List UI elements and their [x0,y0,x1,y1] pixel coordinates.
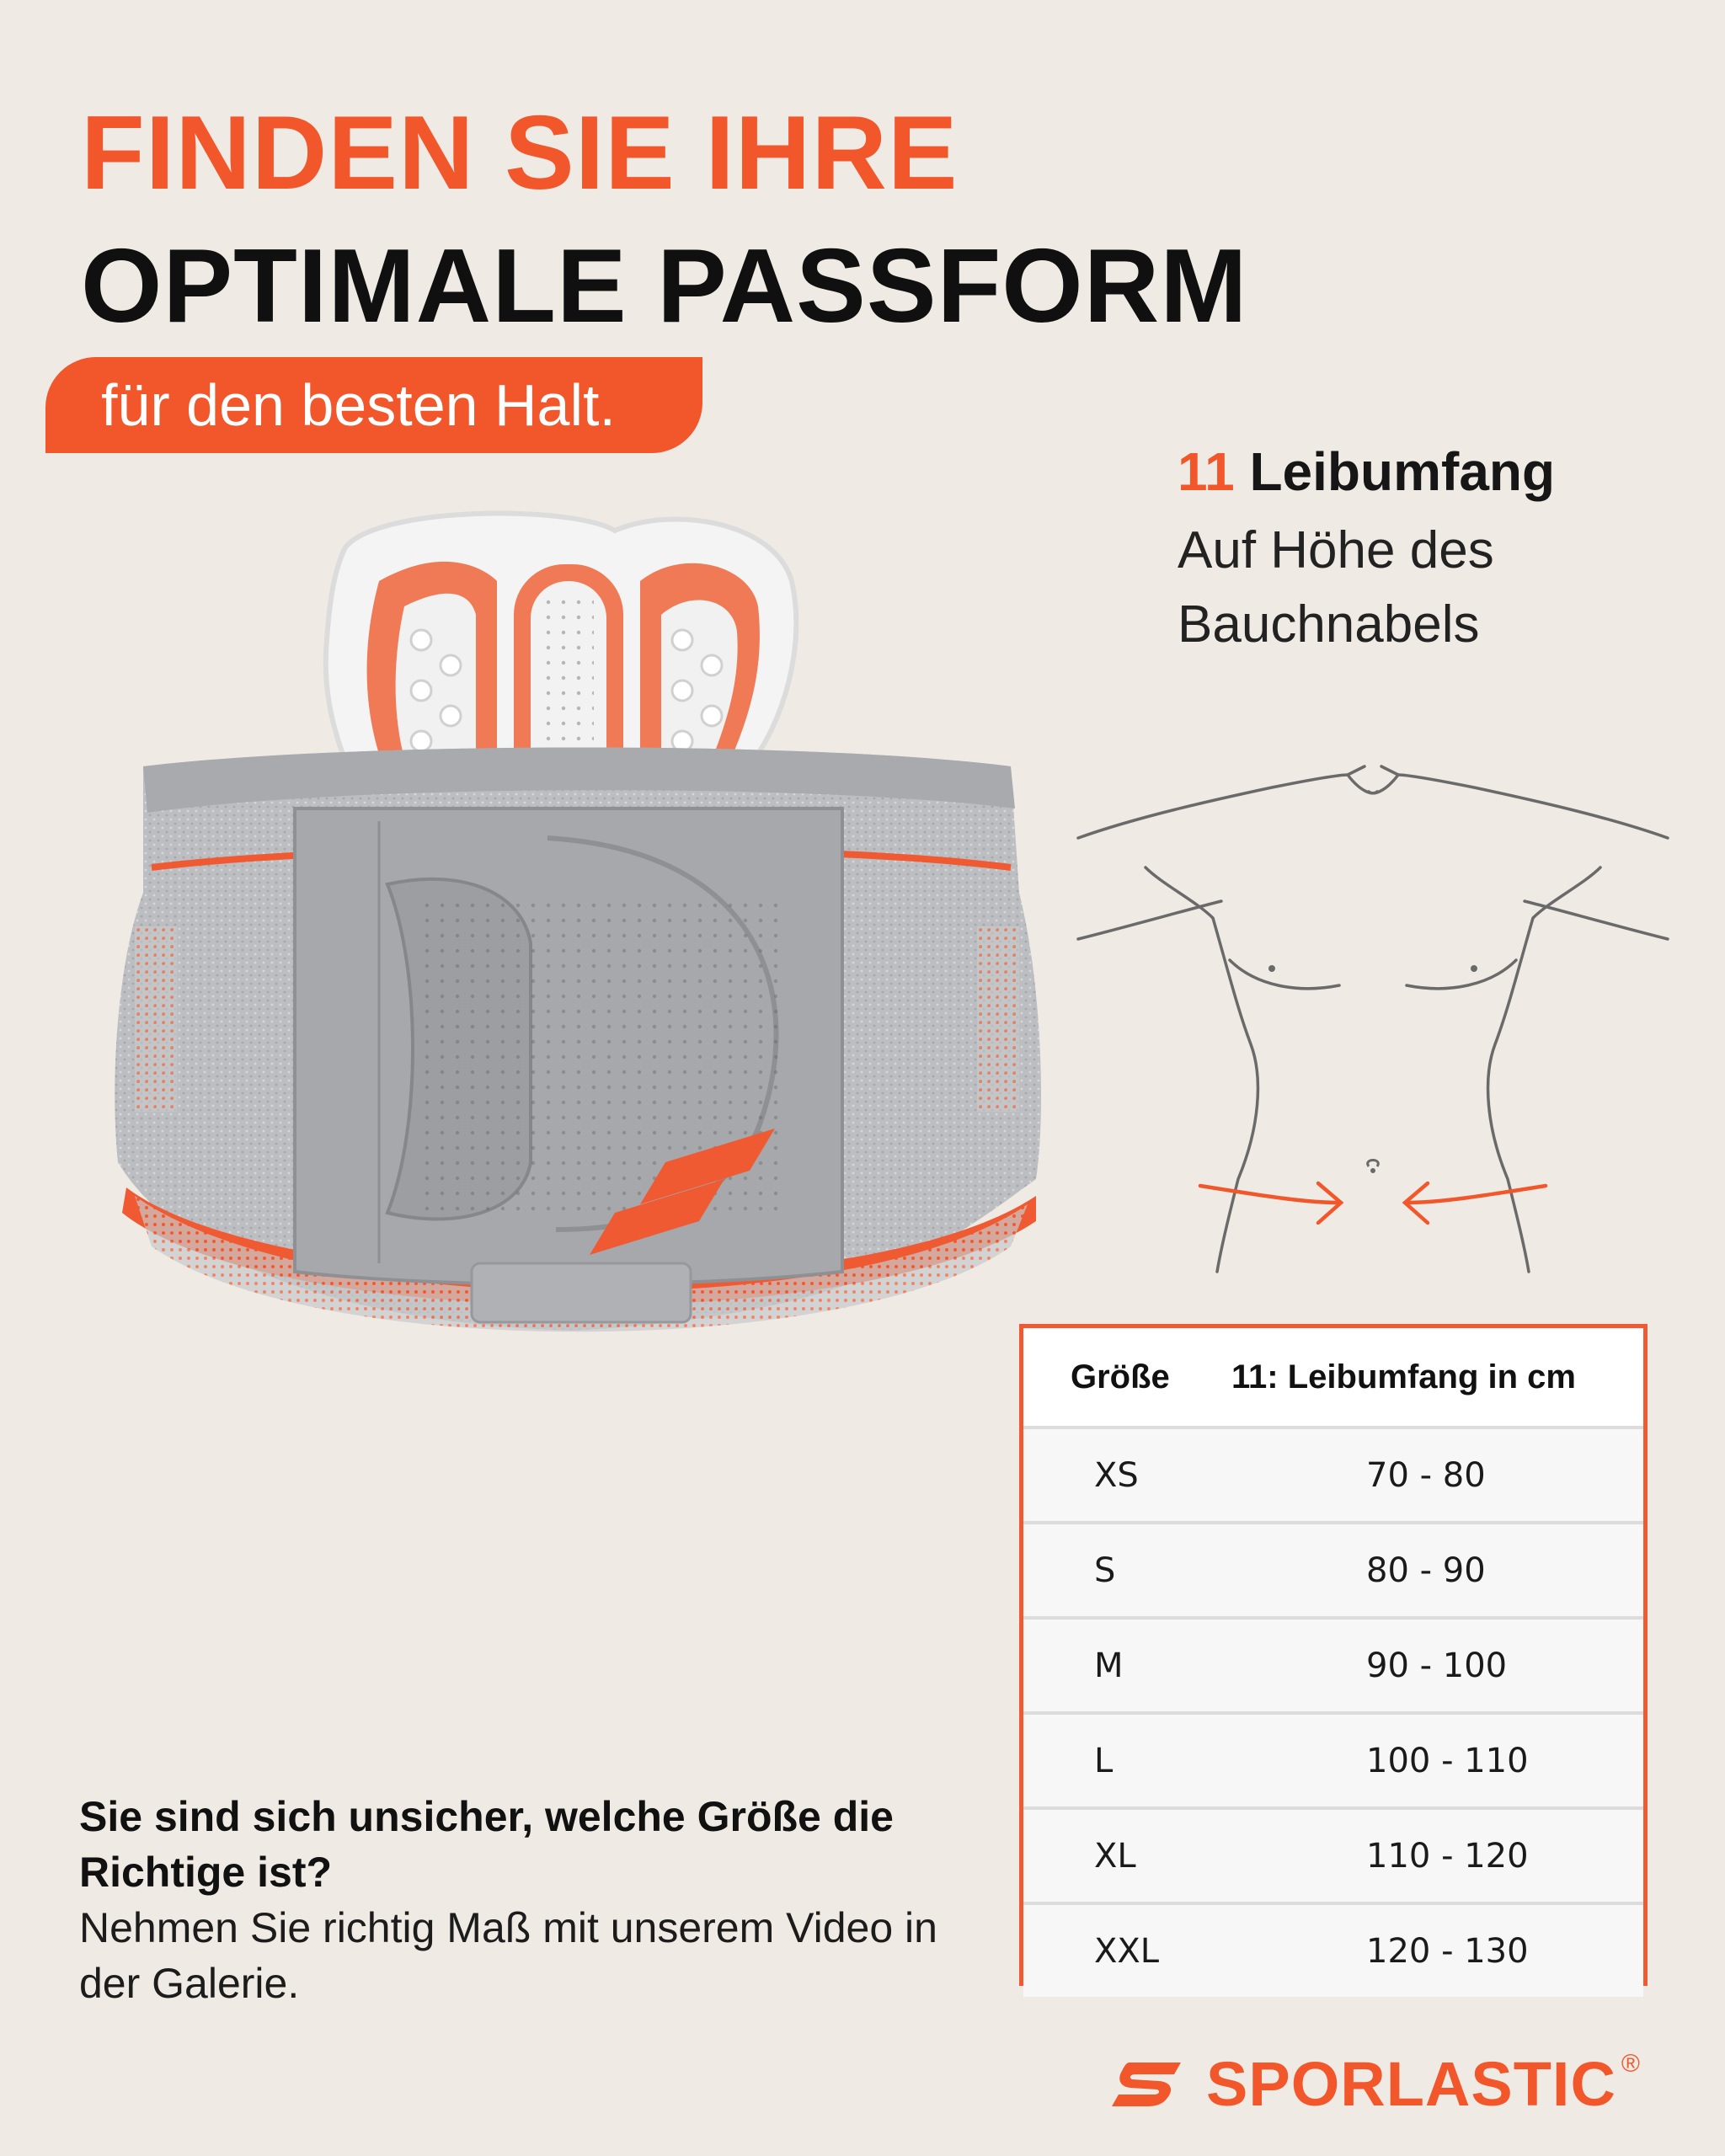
brand-name: SPORLASTIC [1206,2049,1616,2119]
headline-line-2: OPTIMALE PASSFORM [81,228,1248,344]
registered-mark: ® [1621,2050,1641,2078]
size-cell: L [1023,1713,1215,1808]
navel-icon [1368,1161,1379,1167]
waist-range-cell: 110 - 120 [1215,1808,1643,1903]
waist-range-cell: 70 - 80 [1215,1428,1643,1523]
sporlastic-s-icon [1110,2059,1183,2110]
table-row [1023,1903,1643,1997]
torso-measurement-diagram [1070,741,1676,1280]
table-row [1023,1428,1643,1523]
measurement-label: Leibumfang [1249,441,1556,502]
column-header-size: Größe [1023,1328,1215,1428]
size-help-question: Sie sind sich unsicher, welche Größe die Richtige ist? [79,1793,894,1896]
waist-range-cell: 90 - 100 [1215,1618,1643,1713]
table-row [1023,1618,1643,1713]
table-row [1023,1808,1643,1903]
waist-range-cell: 120 - 130 [1366,1931,1529,1971]
waist-range-cell: 80 - 90 [1215,1523,1643,1618]
size-table-frame [1019,1324,1648,1986]
size-cell: XS [1023,1428,1215,1523]
size-help-answer: Nehmen Sie richtig Maß mit unserem Video in der Galerie. [79,1904,937,2007]
brand-logo [1110,2049,1641,2119]
waist-range-cell: 100 - 110 [1215,1713,1643,1808]
waist-arrows-icon [1200,1183,1546,1223]
table-row [1023,1523,1643,1618]
size-cell: XL [1023,1808,1215,1903]
measurement-number: 11 [1178,441,1235,502]
size-cell: XXL [1094,1931,1160,1971]
size-table-header-row [1023,1328,1643,1428]
size-cell: S [1023,1523,1215,1618]
subline-text: für den besten Halt. [101,372,616,438]
size-cell: M [1023,1618,1215,1713]
measurement-description: Auf Höhe des Bauchnabels [1178,521,1494,654]
size-table [1023,1328,1643,1997]
back-support-belt-image [101,488,1061,1415]
measurement-title [1178,441,1556,502]
table-row [1023,1713,1643,1808]
size-help-note [79,1789,964,2011]
column-header-waist: 11: Leibumfang in cm [1215,1328,1643,1428]
headline-line-1: FINDEN SIE IHRE [81,95,959,211]
